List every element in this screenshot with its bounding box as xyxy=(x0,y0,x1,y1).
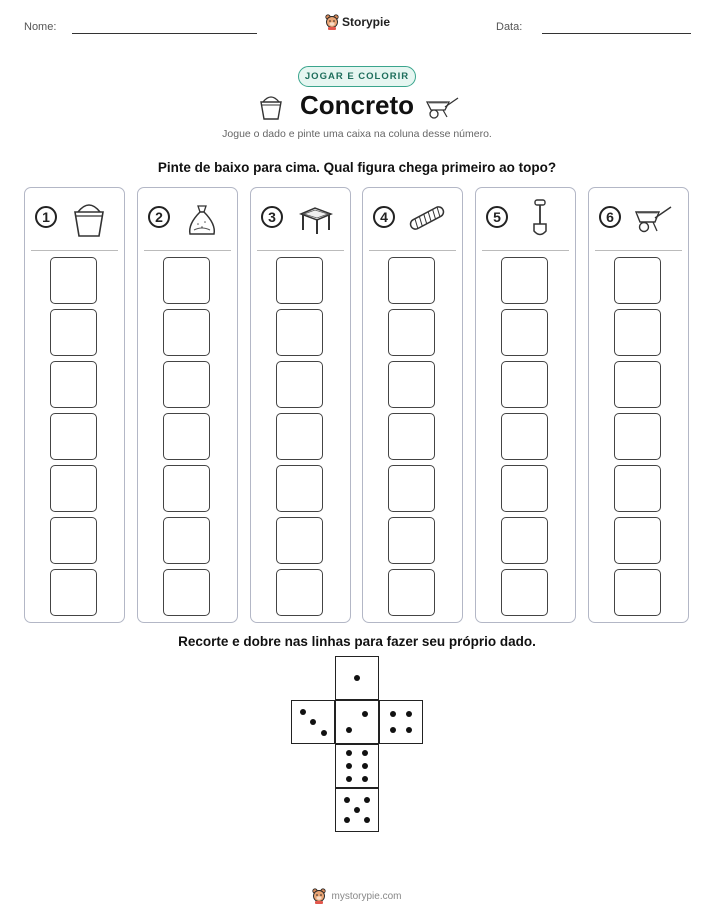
color-box[interactable] xyxy=(50,569,97,616)
shovel-icon xyxy=(520,198,560,238)
column-2 xyxy=(137,187,238,623)
color-box[interactable] xyxy=(163,517,210,564)
instruction-die: Recorte e dobre nas linhas para fazer seu próprio dado. xyxy=(178,634,536,649)
die-pip xyxy=(390,727,396,733)
color-box[interactable] xyxy=(388,517,435,564)
bucket-icon xyxy=(69,198,109,238)
column-number: 5 xyxy=(486,206,508,228)
color-box[interactable] xyxy=(50,257,97,304)
color-box[interactable] xyxy=(501,257,548,304)
color-box[interactable] xyxy=(50,361,97,408)
subtitle: Jogue o dado e pinte uma caixa na coluna desse número. xyxy=(222,128,492,140)
die-face-4 xyxy=(379,700,423,744)
color-box[interactable] xyxy=(163,361,210,408)
divider xyxy=(257,250,344,251)
die-pip xyxy=(362,763,368,769)
die-pip xyxy=(310,719,316,725)
color-box[interactable] xyxy=(163,309,210,356)
color-box[interactable] xyxy=(50,465,97,512)
column-number: 3 xyxy=(261,206,283,228)
color-box[interactable] xyxy=(276,465,323,512)
color-box[interactable] xyxy=(163,465,210,512)
die-face-2 xyxy=(335,700,379,744)
color-box[interactable] xyxy=(163,413,210,460)
die-pip xyxy=(346,776,352,782)
color-box[interactable] xyxy=(276,413,323,460)
divider xyxy=(369,250,456,251)
divider xyxy=(595,250,682,251)
name-line[interactable] xyxy=(72,33,257,34)
color-box[interactable] xyxy=(501,309,548,356)
column-1 xyxy=(24,187,125,623)
color-box[interactable] xyxy=(614,413,661,460)
color-box[interactable] xyxy=(501,517,548,564)
color-box[interactable] xyxy=(50,517,97,564)
color-box[interactable] xyxy=(276,257,323,304)
die-pip xyxy=(344,817,350,823)
column-6 xyxy=(588,187,689,623)
rebar-icon xyxy=(407,198,447,238)
color-box[interactable] xyxy=(276,309,323,356)
color-box[interactable] xyxy=(614,569,661,616)
column-5 xyxy=(475,187,576,623)
color-box[interactable] xyxy=(388,569,435,616)
die-pip xyxy=(364,797,370,803)
cement-bag-icon xyxy=(182,198,222,238)
die-pip xyxy=(346,750,352,756)
die-face-5 xyxy=(335,788,379,832)
divider xyxy=(482,250,569,251)
column-3 xyxy=(250,187,351,623)
column-number: 1 xyxy=(35,206,57,228)
bear-logo-icon xyxy=(312,888,326,904)
color-box[interactable] xyxy=(388,257,435,304)
wheelbarrow-icon xyxy=(633,198,673,238)
color-box[interactable] xyxy=(501,361,548,408)
die-pip xyxy=(346,763,352,769)
color-box[interactable] xyxy=(50,413,97,460)
color-box[interactable] xyxy=(388,361,435,408)
die-face-6 xyxy=(335,744,379,788)
color-box[interactable] xyxy=(614,465,661,512)
color-box[interactable] xyxy=(388,309,435,356)
die-pip xyxy=(406,727,412,733)
column-number: 6 xyxy=(599,206,621,228)
color-box[interactable] xyxy=(614,309,661,356)
die-pip xyxy=(362,776,368,782)
color-box[interactable] xyxy=(388,465,435,512)
color-box[interactable] xyxy=(163,569,210,616)
color-box[interactable] xyxy=(163,257,210,304)
column-number: 2 xyxy=(148,206,170,228)
die-pip xyxy=(364,817,370,823)
category-badge: JOGAR E COLORIR xyxy=(298,66,416,87)
die-pip xyxy=(300,709,306,715)
page-title: Concreto xyxy=(299,90,415,120)
die-pip xyxy=(406,711,412,717)
die-pip xyxy=(344,797,350,803)
divider xyxy=(144,250,231,251)
die-face-1 xyxy=(335,656,379,700)
date-label: Data: xyxy=(496,21,523,33)
die-pip xyxy=(346,727,352,733)
bear-logo-icon xyxy=(325,14,339,30)
color-box[interactable] xyxy=(276,361,323,408)
name-label: Nome: xyxy=(24,21,57,33)
brand-name: Storypie xyxy=(342,15,391,29)
color-box[interactable] xyxy=(50,309,97,356)
mixing-tray-icon xyxy=(295,198,335,238)
color-box[interactable] xyxy=(614,257,661,304)
color-box[interactable] xyxy=(501,413,548,460)
date-line[interactable] xyxy=(542,33,691,34)
instruction-coloring: Pinte de baixo para cima. Qual figura chega primeiro ao topo? xyxy=(157,160,557,175)
die-pip xyxy=(354,807,360,813)
die-pip xyxy=(390,711,396,717)
divider xyxy=(31,250,118,251)
color-box[interactable] xyxy=(276,569,323,616)
wheelbarrow-icon xyxy=(425,94,461,120)
color-box[interactable] xyxy=(501,465,548,512)
color-box[interactable] xyxy=(501,569,548,616)
die-pip xyxy=(362,750,368,756)
color-box[interactable] xyxy=(276,517,323,564)
color-box[interactable] xyxy=(614,517,661,564)
die-pip xyxy=(362,711,368,717)
color-box[interactable] xyxy=(614,361,661,408)
footer-url[interactable]: mystorypie.com xyxy=(331,890,402,902)
column-number: 4 xyxy=(373,206,395,228)
die-face-3 xyxy=(291,700,335,744)
color-box[interactable] xyxy=(388,413,435,460)
brand-logo xyxy=(325,14,390,30)
footer xyxy=(0,888,714,904)
column-4 xyxy=(362,187,463,623)
die-pip xyxy=(354,675,360,681)
die-pip xyxy=(321,730,327,736)
